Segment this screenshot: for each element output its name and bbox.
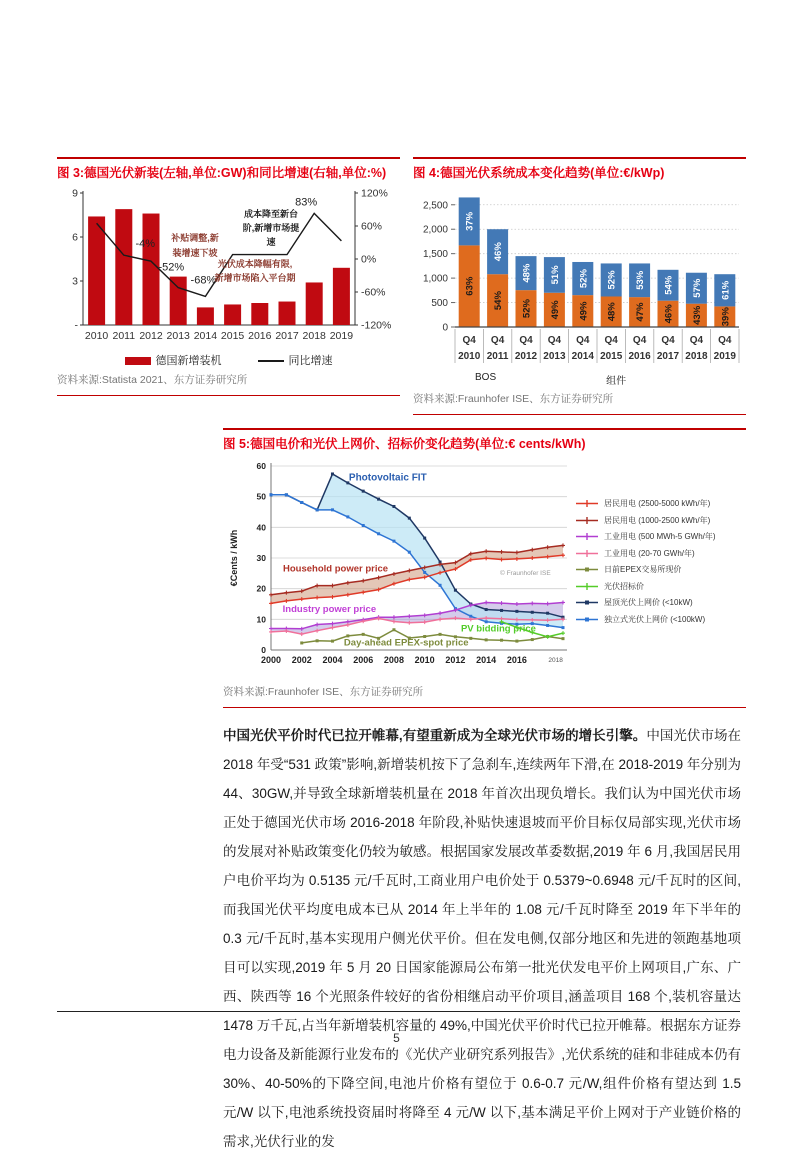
legend-item xyxy=(575,498,746,509)
legend-marker-icon xyxy=(575,598,599,607)
svg-text:60: 60 xyxy=(256,461,266,471)
svg-text:PV bidding price: PV bidding price xyxy=(460,623,536,635)
svg-text:2015: 2015 xyxy=(220,330,245,342)
bar-swatch-icon xyxy=(125,357,151,365)
svg-text:500: 500 xyxy=(431,298,448,310)
legend-marker-icon xyxy=(575,549,599,558)
legend-marker-icon xyxy=(575,499,599,508)
svg-text:83%: 83% xyxy=(295,196,318,209)
legend-item-module: 组件 xyxy=(606,376,627,387)
legend-label: 独立式光伏上网价 (<100kW) xyxy=(604,614,706,624)
legend-marker-icon xyxy=(575,565,599,574)
svg-text:2019: 2019 xyxy=(713,351,736,362)
svg-text:€Cents / kWh: €Cents / kWh xyxy=(229,529,239,587)
page-number: 5 xyxy=(393,1031,400,1045)
legend-item xyxy=(575,548,746,559)
svg-text:10: 10 xyxy=(256,614,266,625)
legend-label: 工业用电 (500 MWh-5 GWh/年) xyxy=(604,532,716,541)
svg-text:Q4: Q4 xyxy=(718,335,732,346)
svg-text:2014: 2014 xyxy=(571,351,594,362)
svg-text:2,000: 2,000 xyxy=(422,224,448,236)
svg-text:2013: 2013 xyxy=(543,351,566,362)
svg-text:60%: 60% xyxy=(361,220,383,233)
svg-text:Q4: Q4 xyxy=(490,335,505,346)
legend-marker-icon xyxy=(575,582,599,591)
svg-text:0: 0 xyxy=(261,645,266,655)
svg-text:52%: 52% xyxy=(606,270,618,290)
line-swatch-icon xyxy=(258,360,284,362)
svg-text:2019: 2019 xyxy=(329,330,354,342)
svg-text:2012: 2012 xyxy=(139,330,163,342)
svg-text:2014: 2014 xyxy=(476,655,497,665)
svg-text:2002: 2002 xyxy=(291,655,312,665)
svg-text:-60%: -60% xyxy=(361,286,386,299)
svg-text:6: 6 xyxy=(72,231,78,244)
svg-text:2016: 2016 xyxy=(506,655,527,665)
svg-text:Q4: Q4 xyxy=(462,335,476,346)
figure-5-body xyxy=(223,458,746,680)
svg-text:2004: 2004 xyxy=(322,655,343,665)
svg-text:2008: 2008 xyxy=(383,655,404,665)
svg-text:成本降至新台阶,新增市场提速: 成本降至新台阶,新增市场提速 xyxy=(242,209,300,247)
legend-item xyxy=(575,581,746,592)
svg-text:2018: 2018 xyxy=(548,657,563,664)
figure-3-chart xyxy=(57,187,400,345)
svg-text:30: 30 xyxy=(256,553,266,563)
svg-text:57%: 57% xyxy=(691,278,703,298)
footer-divider xyxy=(57,1011,740,1012)
legend-item-installs: 德国新增装机 xyxy=(125,352,222,368)
svg-text:47%: 47% xyxy=(635,302,647,322)
figure-3-title: 图 3:德国光伏新装(左轴,单位:GW)和同比增速(右轴,单位:%) xyxy=(57,157,400,183)
svg-text:© Fraunhofer ISE: © Fraunhofer ISE xyxy=(499,570,551,578)
legend-item xyxy=(575,531,746,542)
svg-text:Q4: Q4 xyxy=(661,335,675,346)
svg-text:2010: 2010 xyxy=(414,655,435,665)
legend-item-bos: BOS xyxy=(475,372,497,383)
svg-text:Q4: Q4 xyxy=(689,335,704,346)
figure-5-source: 资料来源:Fraunhofer ISE、东方证券研究所 xyxy=(223,684,746,708)
svg-text:52%: 52% xyxy=(578,269,590,289)
svg-text:49%: 49% xyxy=(549,300,561,320)
svg-text:53%: 53% xyxy=(635,270,647,290)
legend-label: 工业用电 (20-70 GWh/年) xyxy=(604,548,695,558)
figure-5-chart xyxy=(223,458,575,680)
svg-text:2011: 2011 xyxy=(112,330,136,342)
svg-text:51%: 51% xyxy=(549,265,561,285)
figure-3 xyxy=(57,157,400,396)
svg-text:-68%: -68% xyxy=(190,274,217,287)
svg-text:Industry power price: Industry power price xyxy=(282,603,377,615)
svg-text:46%: 46% xyxy=(663,304,675,324)
figure-4-chart xyxy=(413,187,746,365)
svg-text:63%: 63% xyxy=(464,276,476,296)
svg-text:2011: 2011 xyxy=(486,351,509,362)
svg-text:2010: 2010 xyxy=(458,351,481,362)
svg-text:2012: 2012 xyxy=(445,655,466,665)
figure-4-title: 图 4:德国光伏系统成本变化趋势(单位:€/kWp) xyxy=(413,157,746,183)
svg-text:50: 50 xyxy=(256,491,266,502)
svg-text:2017: 2017 xyxy=(275,330,299,342)
svg-text:2013: 2013 xyxy=(166,330,190,342)
svg-text:37%: 37% xyxy=(464,211,476,231)
svg-text:49%: 49% xyxy=(578,301,590,321)
svg-text:Q4: Q4 xyxy=(604,335,618,346)
figure-5-title: 图 5:德国电价和光伏上网价、招标价变化趋势(单位:€ cents/kWh) xyxy=(223,428,746,454)
svg-text:光伏成本降幅有限,新增市场陷入平台期: 光伏成本降幅有限,新增市场陷入平台期 xyxy=(214,259,296,283)
figure-4-legend xyxy=(413,372,746,387)
svg-text:Photovoltaic FIT: Photovoltaic FIT xyxy=(348,472,427,484)
svg-text:2014: 2014 xyxy=(193,330,218,342)
paragraph-lead: 中国光伏平价时代已拉开帷幕,有望重新成为全球光伏市场的增长引擎。 xyxy=(223,728,647,743)
svg-text:2012: 2012 xyxy=(514,351,538,362)
svg-text:2017: 2017 xyxy=(656,351,680,362)
svg-text:2016: 2016 xyxy=(628,351,651,362)
svg-text:46%: 46% xyxy=(493,242,505,262)
legend-label: 屋顶光伏上网价 (<10kW) xyxy=(604,598,693,607)
svg-text:2006: 2006 xyxy=(353,655,374,665)
svg-text:20: 20 xyxy=(256,583,266,594)
svg-text:-52%: -52% xyxy=(158,261,185,274)
svg-text:2,500: 2,500 xyxy=(422,200,448,212)
svg-text:52%: 52% xyxy=(521,299,533,319)
svg-text:2018: 2018 xyxy=(302,330,326,342)
svg-text:61%: 61% xyxy=(720,280,732,300)
svg-text:Q4: Q4 xyxy=(632,335,647,346)
svg-text:补贴调整,新装增速下坡: 补贴调整,新装增速下坡 xyxy=(171,233,219,258)
svg-text:43%: 43% xyxy=(691,305,703,325)
svg-text:2010: 2010 xyxy=(84,330,109,342)
figure-3-source: 资料来源:Statista 2021、东方证券研究所 xyxy=(57,372,400,396)
svg-text:40: 40 xyxy=(256,522,266,533)
legend-marker-icon xyxy=(575,532,599,541)
svg-text:48%: 48% xyxy=(606,302,618,322)
legend-item xyxy=(575,515,746,526)
legend-item xyxy=(575,564,746,575)
svg-text:48%: 48% xyxy=(521,263,533,283)
svg-text:120%: 120% xyxy=(361,187,388,200)
legend-label: 居民用电 (1000-2500 kWh/年) xyxy=(604,515,711,525)
legend-marker-icon xyxy=(575,516,599,525)
svg-text:0%: 0% xyxy=(361,253,377,266)
svg-text:54%: 54% xyxy=(663,275,675,295)
svg-text:9: 9 xyxy=(72,187,78,200)
svg-text:2015: 2015 xyxy=(600,351,623,362)
figure-4-source: 资料来源:Fraunhofer ISE、东方证券研究所 xyxy=(413,391,746,415)
svg-text:39%: 39% xyxy=(720,307,732,327)
legend-label: 日前EPEX交易所现价 xyxy=(604,565,682,574)
legend-marker-icon xyxy=(575,615,599,624)
figure-4 xyxy=(413,157,746,415)
svg-text:54%: 54% xyxy=(493,291,505,311)
svg-text:Q4: Q4 xyxy=(547,335,562,346)
svg-text:2018: 2018 xyxy=(685,351,708,362)
legend-item xyxy=(575,597,746,608)
svg-text:2016: 2016 xyxy=(248,330,272,342)
svg-text:Household power price: Household power price xyxy=(283,563,389,575)
legend-label: 光伏招标价 xyxy=(604,581,644,591)
svg-text:2000: 2000 xyxy=(260,655,282,665)
legend-label: 居民用电 (2500-5000 kWh/年) xyxy=(604,499,711,508)
body-paragraph xyxy=(223,721,741,1156)
svg-text:1,000: 1,000 xyxy=(422,273,448,285)
legend-item xyxy=(575,614,746,625)
figure-5-legend xyxy=(575,458,746,625)
svg-text:-120%: -120% xyxy=(361,319,392,332)
svg-text:-4%: -4% xyxy=(135,238,155,251)
figure-5 xyxy=(223,428,746,708)
svg-text:3: 3 xyxy=(72,275,78,288)
svg-text:-: - xyxy=(74,319,78,332)
svg-text:Q4: Q4 xyxy=(519,335,533,346)
svg-text:1,500: 1,500 xyxy=(422,249,448,261)
legend-item-growth: 同比增速 xyxy=(258,352,333,368)
paragraph-body: 中国光伏市场在 2018 年受“531 政策”影响,新增装机按下了急刹车,连续两年下滑,在 2018-2019 年分别为 44、30GW,并导致全球新增装机量在 2018 年首次出现负增长。我们认为中国光伏市场正处于德国光伏市场 2016-2018 年阶段,补贴快速退坡而平价目标仅局部实现,光伏市场的发展对补贴政策变化仍较为敏感。根据国家发展改革委数据,2019 年 6 月,我国居民用户电价平均为 0.5135 元/千瓦时,工商业用户电价处于 0.5379~0.6948 元/千瓦时的区间,而我国光伏平均度电成本已从 2014 年上半年的 1.08 元/千瓦时降至 2019 年下半年的 0.3 元/千瓦时,基本实现用户侧光伏平价。但在发电侧,仅部分地区和先进的领跑基地项目可以实现,2019 年 5 月 20 日国家能源局公布第一批光伏发电平价上网项目,广东、广西、陕西等 16 个光照条件较好的省份相继启动平价项目,涵盖项目 168 个,装机容量达 1478 万千瓦,占当年新增装机容量的 49%,中国光伏平价时代已拉开帷幕。根据东方证券电力设备及新能源行业发布的《光伏产业研究系列报告》,光伏系统的硅和非硅成本仍有 30%、40-50%的下降空间,电池片价格有望位于 0.6-0.7 元/W,组件价格有望达到 1.5 元/W 以下,电池系统投资届时将降至 4 元/W 以下,基本满足平价上网对于产业链价格的需求,光伏行业的发 xyxy=(223,728,742,1149)
svg-text:0: 0 xyxy=(442,322,448,334)
figure-3-legend xyxy=(57,352,400,368)
svg-text:Day-ahead EPEX-spot price: Day-ahead EPEX-spot price xyxy=(343,637,469,649)
svg-text:Q4: Q4 xyxy=(576,335,590,346)
